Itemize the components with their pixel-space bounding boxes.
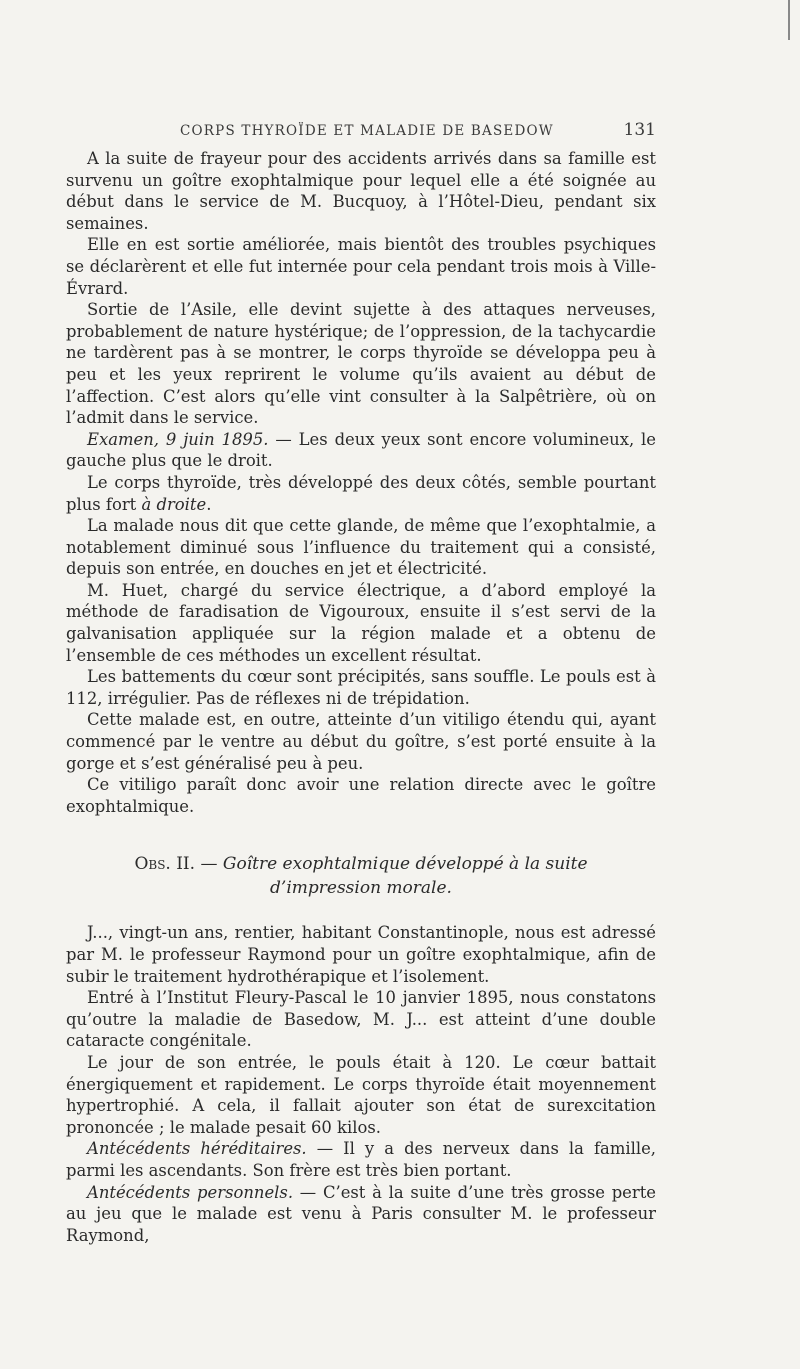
examen-label: Examen, 9 juin 1895.: [87, 429, 269, 449]
paragraph: A la suite de frayeur pour des accidents arrivés dans sa famille est survenu un goître exophtalmique pour lequel elle a été soignée au début dans le service de M. Bucquoy, à l’Hôtel-Dieu, pendant six semaines.: [66, 149, 656, 233]
paragraph-antecedents-hereditaires: [66, 1138, 656, 1181]
paragraph: Cette malade est, en outre, atteinte d’un vitiligo étendu qui, ayant commencé par le ventre au début du goître, s’est porté ensuite à la gorge et s’est généralisé peu à peu.: [66, 710, 656, 773]
running-header: [66, 120, 656, 140]
paragraph: Ce vitiligo paraît donc avoir une relation directe avec le goître exophtalmique.: [66, 775, 656, 816]
page-number: 131: [623, 120, 656, 140]
antecedents-personnels-text: — C’est à la suite d’une très grosse perte au jeu que le malade est venu à Paris consulter M. le professeur Raymond,: [66, 1182, 657, 1245]
corps-end: .: [206, 494, 212, 514]
observation-title-line2: d’impression morale.: [270, 878, 452, 899]
paragraph: Les battements du cœur sont précipités, sans souffle. Le pouls est à 112, irrégulier. Pas de réflexes ni de trépidation.: [66, 667, 656, 708]
paragraph-antecedents-personnels: [66, 1182, 656, 1247]
scan-edge-mark: [788, 0, 790, 40]
paragraph: M. Huet, chargé du service électrique, a d’abord employé la méthode de faradisation de Vigouroux, ensuite il s’est servi de la galvanisation appliquée sur la région malade et a obtenu de l’ensemble de ces méthodes un excellent résultat.: [66, 580, 656, 665]
paragraph-examen: [66, 429, 656, 472]
paragraph: Sortie de l’Asile, elle devint sujette à des attaques nerveuses, probablement de nature hystérique; de l’oppression, de la tachycardie ne tardèrent pas à se montrer, le corps thyroïde se développa peu à peu et les yeux reprirent le volume qu’ils avaient au début de l’affection. C’est alors qu’elle vint consulter à la Salpêtrière, où on l’admit dans le service.: [66, 300, 656, 428]
examen-text: — Les deux yeux sont encore volumineux, le gauche plus que le droit.: [66, 429, 656, 471]
paragraph: Le jour de son entrée, le pouls était à 120. Le cœur battait énergiquement et rapidement. Le corps thyroïde était moyennement hypertrophié. A cela, il fallait ajouter son état de surexcitation prononcée ; le malade pesait 60 kilos.: [66, 1052, 656, 1137]
observation-title-line1: Goître exophtalmique développé à la suite: [222, 854, 588, 875]
observation-heading: [66, 852, 656, 900]
corps-emphasis: à droite: [141, 494, 207, 514]
antecedents-hereditaires-text: — Il y a des nerveux dans la famille, parmi les ascendants. Son frère est très bien portant.: [66, 1139, 656, 1180]
book-page: [66, 120, 656, 1246]
observation-label: Obs. II.: [134, 854, 196, 875]
paragraph: Entré à l’Institut Fleury-Pascal le 10 janvier 1895, nous constatons qu’outre la maladie de Basedow, M. J... est atteint d’une double cataracte congénitale.: [66, 988, 656, 1051]
running-title: CORPS THYROÏDE ET MALADIE DE BASEDOW: [180, 123, 554, 139]
antecedents-hereditaires-label: Antécédents héréditaires.: [87, 1139, 307, 1159]
antecedents-personnels-label: Antécédents personnels.: [87, 1182, 294, 1202]
paragraph-corps: [66, 472, 656, 515]
paragraph: J..., vingt-un ans, rentier, habitant Constantinople, nous est adressé par M. le professeur Raymond pour un goître exophtalmique, afin de subir le traitement hydrothérapique et l’isolement.: [66, 923, 656, 986]
paragraph: La malade nous dit que cette glande, de même que l’exophtalmie, a notablement diminué sous l’influence du traitement qui a consisté, depuis son entrée, en douches en jet et électricité.: [66, 516, 656, 579]
paragraph: Elle en est sortie améliorée, mais bientôt des troubles psychiques se déclarèrent et elle fut internée pour cela pendant trois mois à Ville-Évrard.: [66, 235, 656, 298]
corps-text: Le corps thyroïde, très développé des deux côtés, semble pourtant plus fort: [66, 472, 656, 514]
observation-dash: —: [195, 854, 223, 875]
